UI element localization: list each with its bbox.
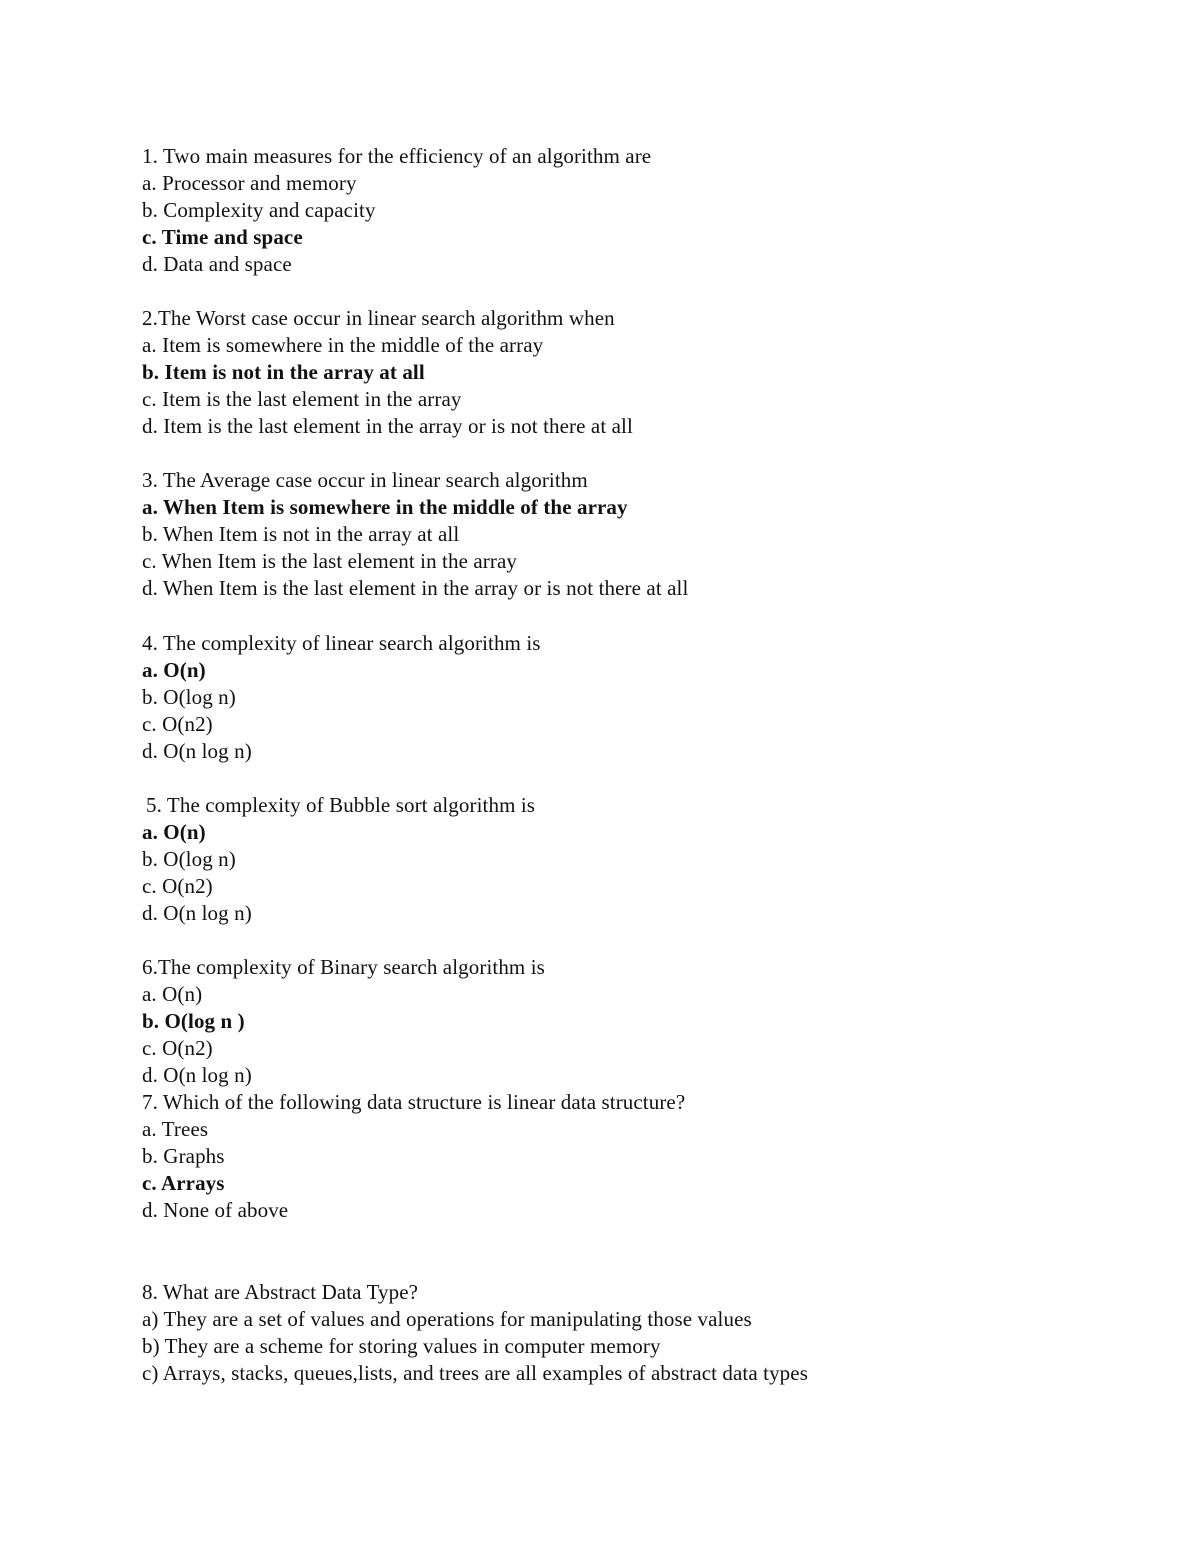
question-8-option-a: a) They are a set of values and operations for manipulating those values	[142, 1307, 752, 1331]
question-5-prompt: 5. The complexity of Bubble sort algorithm is	[146, 793, 536, 817]
question-7-option-d: d. None of above	[142, 1198, 289, 1222]
question-4-option-d: d. O(n log n)	[142, 739, 252, 763]
question-8-option-c: c) Arrays, stacks, queues,lists, and trees are all examples of abstract data types	[142, 1361, 808, 1385]
question-4-prompt: 4. The complexity of linear search algorithm is	[142, 631, 541, 655]
question-1-option-d: d. Data and space	[142, 252, 292, 276]
question-8-prompt: 8. What are Abstract Data Type?	[142, 1280, 419, 1304]
question-5-option-c: c. O(n2)	[142, 874, 213, 898]
question-4-option-a-answer: a. O(n)	[142, 658, 206, 682]
question-6-option-a: a. O(n)	[142, 982, 203, 1006]
question-3-option-b: b. When Item is not in the array at all	[142, 522, 460, 546]
question-8-option-b: b) They are a scheme for storing values in computer memory	[142, 1334, 661, 1358]
question-3-prompt: 3. The Average case occur in linear search algorithm	[142, 468, 588, 492]
question-1-option-c-answer: c. Time and space	[142, 225, 303, 249]
question-2-option-b-answer: b. Item is not in the array at all	[142, 360, 425, 384]
question-4-option-c: c. O(n2)	[142, 712, 213, 736]
question-5-option-a-answer: a. O(n)	[142, 820, 206, 844]
question-2-option-d: d. Item is the last element in the array or is not there at all	[142, 414, 633, 438]
question-7-prompt: 7. Which of the following data structure is linear data structure?	[142, 1090, 686, 1114]
question-7-option-b: b. Graphs	[142, 1144, 225, 1168]
question-2-prompt: 2.The Worst case occur in linear search algorithm when	[142, 306, 615, 330]
question-5-option-d: d. O(n log n)	[142, 901, 252, 925]
question-1-prompt: 1. Two main measures for the efficiency of an algorithm are	[142, 144, 652, 168]
question-3-option-a-answer: a. When Item is somewhere in the middle of the array	[142, 495, 628, 519]
question-7-option-a: a. Trees	[142, 1117, 209, 1141]
question-2-option-a: a. Item is somewhere in the middle of the array	[142, 333, 544, 357]
question-4-option-b: b. O(log n)	[142, 685, 236, 709]
question-6-option-b-answer: b. O(log n )	[142, 1009, 245, 1033]
question-5-option-b: b. O(log n)	[142, 847, 236, 871]
question-3-option-d: d. When Item is the last element in the array or is not there at all	[142, 576, 689, 600]
question-2-option-c: c. Item is the last element in the array	[142, 387, 462, 411]
question-3-option-c: c. When Item is the last element in the array	[142, 549, 517, 573]
question-6-prompt: 6.The complexity of Binary search algorithm is	[142, 955, 545, 979]
question-1-option-a: a. Processor and memory	[142, 171, 357, 195]
question-6-option-c: c. O(n2)	[142, 1036, 213, 1060]
question-6-option-d: d. O(n log n)	[142, 1063, 252, 1087]
question-7-option-c-answer: c. Arrays	[142, 1171, 225, 1195]
question-1-option-b: b. Complexity and capacity	[142, 198, 376, 222]
